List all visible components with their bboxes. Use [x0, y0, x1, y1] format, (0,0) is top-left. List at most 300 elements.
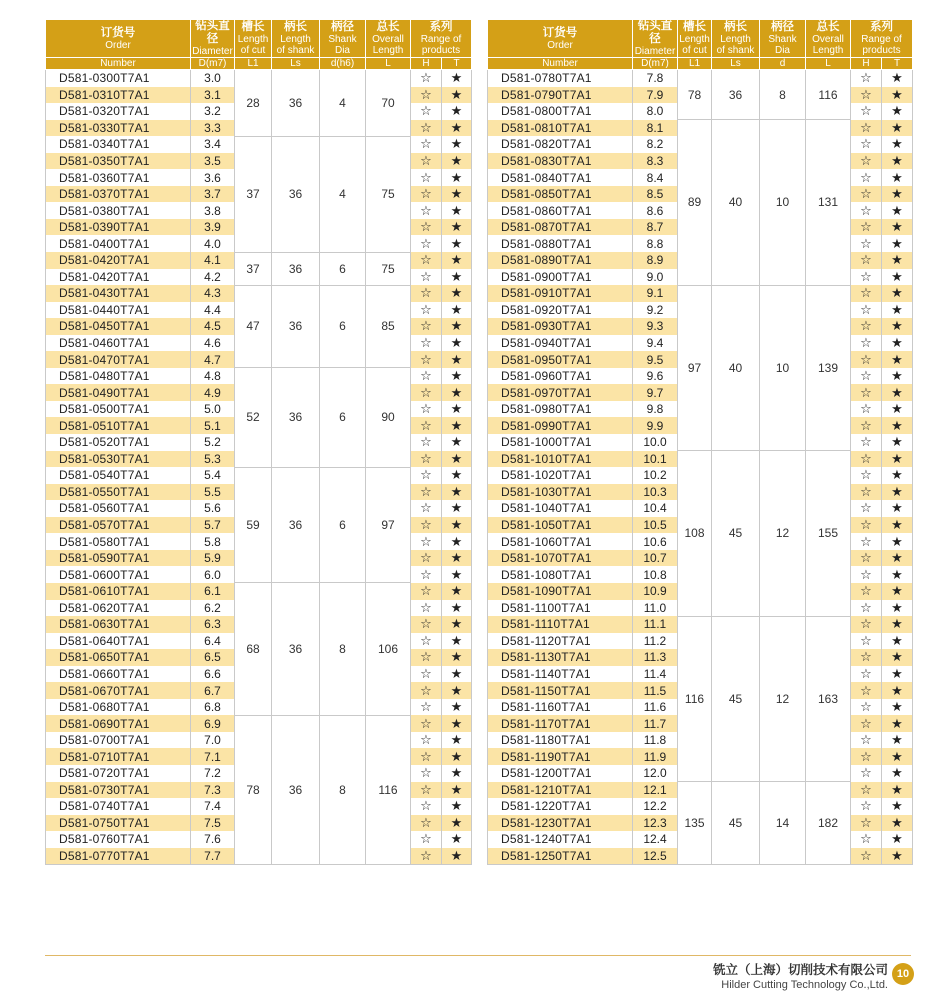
- diameter-cell: 5.7: [191, 517, 235, 534]
- diameter-cell: 3.8: [191, 202, 235, 219]
- diameter-cell: 4.7: [191, 351, 235, 368]
- diameter-cell: 7.2: [191, 765, 235, 782]
- table-body-right: [488, 70, 913, 865]
- spec-table-right: [487, 19, 913, 865]
- range-h-star-icon: ☆: [851, 417, 882, 434]
- order-number-cell: D581-0690T7A1: [46, 715, 191, 732]
- range-h-star-icon: ☆: [851, 368, 882, 385]
- range-t-star-icon: ★: [442, 186, 472, 203]
- range-h-star-icon: ☆: [411, 715, 442, 732]
- order-number-cell: D581-0840T7A1: [488, 169, 633, 186]
- diameter-cell: 4.6: [191, 335, 235, 352]
- range-t-star-icon: ★: [882, 169, 913, 186]
- range-t-star-icon: ★: [442, 682, 472, 699]
- range-t-star-icon: ★: [882, 285, 913, 302]
- diameter-cell: 7.1: [191, 748, 235, 765]
- header-overall-length-sub: L: [366, 58, 411, 70]
- order-number-cell: D581-0870T7A1: [488, 219, 633, 236]
- diameter-cell: 6.4: [191, 633, 235, 650]
- order-number-cell: D581-0740T7A1: [46, 798, 191, 815]
- range-t-star-icon: ★: [882, 384, 913, 401]
- range-t-star-icon: ★: [442, 235, 472, 252]
- diameter-cell: 5.2: [191, 434, 235, 451]
- shank-dia-cell: 4: [320, 136, 366, 252]
- diameter-cell: 6.2: [191, 600, 235, 617]
- order-number-cell: D581-0970T7A1: [488, 384, 633, 401]
- table-row: [488, 451, 913, 468]
- range-t-star-icon: ★: [442, 484, 472, 501]
- range-t-star-icon: ★: [442, 831, 472, 848]
- diameter-cell: 10.2: [633, 467, 678, 484]
- order-number-cell: D581-0670T7A1: [46, 682, 191, 699]
- order-number-cell: D581-0710T7A1: [46, 748, 191, 765]
- range-t-star-icon: ★: [882, 848, 913, 865]
- header-range-t: T: [882, 58, 913, 70]
- order-number-cell: D581-0360T7A1: [46, 169, 191, 186]
- range-t-star-icon: ★: [882, 417, 913, 434]
- diameter-cell: 4.5: [191, 318, 235, 335]
- diameter-cell: 6.8: [191, 699, 235, 716]
- range-h-star-icon: ☆: [411, 583, 442, 600]
- order-number-cell: D581-0890T7A1: [488, 252, 633, 269]
- range-t-star-icon: ★: [882, 335, 913, 352]
- table-row: [488, 70, 913, 87]
- range-t-star-icon: ★: [882, 120, 913, 137]
- diameter-cell: 10.1: [633, 451, 678, 468]
- order-number-cell: D581-1000T7A1: [488, 434, 633, 451]
- range-h-star-icon: ☆: [851, 302, 882, 319]
- diameter-cell: 3.0: [191, 70, 235, 87]
- cut-length-cell: 78: [235, 715, 272, 864]
- range-h-star-icon: ☆: [411, 351, 442, 368]
- range-h-star-icon: ☆: [411, 467, 442, 484]
- shank-length-cell: 36: [272, 285, 320, 368]
- diameter-cell: 9.9: [633, 417, 678, 434]
- range-h-star-icon: ☆: [411, 87, 442, 104]
- table-row: [46, 368, 472, 385]
- range-t-star-icon: ★: [442, 153, 472, 170]
- range-t-star-icon: ★: [882, 533, 913, 550]
- shank-dia-cell: 6: [320, 368, 366, 467]
- header-shank-length: 柄长 Length of shank: [272, 20, 320, 58]
- order-number-cell: D581-1130T7A1: [488, 649, 633, 666]
- order-number-cell: D581-0520T7A1: [46, 434, 191, 451]
- diameter-cell: 10.3: [633, 484, 678, 501]
- table-row: [488, 285, 913, 302]
- range-t-star-icon: ★: [442, 269, 472, 286]
- range-t-star-icon: ★: [442, 699, 472, 716]
- cut-length-cell: 37: [235, 252, 272, 285]
- diameter-cell: 4.9: [191, 384, 235, 401]
- range-t-star-icon: ★: [442, 368, 472, 385]
- range-h-star-icon: ☆: [411, 765, 442, 782]
- cut-length-cell: 89: [678, 120, 712, 285]
- header-shank-dia-sub: d: [760, 58, 806, 70]
- order-number-cell: D581-0440T7A1: [46, 302, 191, 319]
- diameter-cell: 9.2: [633, 302, 678, 319]
- shank-dia-cell: 4: [320, 70, 366, 137]
- shank-length-cell: 36: [712, 70, 760, 120]
- range-h-star-icon: ☆: [851, 87, 882, 104]
- diameter-cell: 3.2: [191, 103, 235, 120]
- header-range-t: T: [442, 58, 472, 70]
- diameter-cell: 12.4: [633, 831, 678, 848]
- order-number-cell: D581-0390T7A1: [46, 219, 191, 236]
- range-h-star-icon: ☆: [411, 500, 442, 517]
- overall-length-cell: 116: [366, 715, 411, 864]
- diameter-cell: 5.3: [191, 451, 235, 468]
- range-t-star-icon: ★: [882, 815, 913, 832]
- range-t-star-icon: ★: [882, 517, 913, 534]
- order-number-cell: D581-0590T7A1: [46, 550, 191, 567]
- diameter-cell: 8.9: [633, 252, 678, 269]
- range-h-star-icon: ☆: [851, 765, 882, 782]
- range-t-star-icon: ★: [442, 633, 472, 650]
- diameter-cell: 11.7: [633, 715, 678, 732]
- range-t-star-icon: ★: [442, 136, 472, 153]
- shank-dia-cell: 6: [320, 252, 366, 285]
- range-h-star-icon: ☆: [851, 136, 882, 153]
- cut-length-cell: 135: [678, 782, 712, 865]
- company-name: [713, 963, 888, 993]
- range-t-star-icon: ★: [882, 550, 913, 567]
- order-number-cell: D581-0470T7A1: [46, 351, 191, 368]
- range-t-star-icon: ★: [442, 748, 472, 765]
- diameter-cell: 6.0: [191, 566, 235, 583]
- range-t-star-icon: ★: [882, 748, 913, 765]
- range-t-star-icon: ★: [442, 798, 472, 815]
- range-h-star-icon: ☆: [851, 351, 882, 368]
- range-h-star-icon: ☆: [851, 384, 882, 401]
- range-t-star-icon: ★: [442, 252, 472, 269]
- range-t-star-icon: ★: [442, 600, 472, 617]
- shank-dia-cell: 14: [760, 782, 806, 865]
- range-t-star-icon: ★: [442, 566, 472, 583]
- diameter-cell: 8.8: [633, 235, 678, 252]
- order-number-cell: D581-0320T7A1: [46, 103, 191, 120]
- diameter-cell: 8.2: [633, 136, 678, 153]
- diameter-cell: 7.7: [191, 848, 235, 865]
- range-h-star-icon: ☆: [851, 583, 882, 600]
- range-h-star-icon: ☆: [411, 202, 442, 219]
- range-h-star-icon: ☆: [851, 285, 882, 302]
- overall-length-cell: 155: [806, 451, 851, 616]
- range-t-star-icon: ★: [882, 351, 913, 368]
- diameter-cell: 11.9: [633, 748, 678, 765]
- range-t-star-icon: ★: [882, 682, 913, 699]
- range-h-star-icon: ☆: [411, 252, 442, 269]
- range-t-star-icon: ★: [882, 401, 913, 418]
- range-h-star-icon: ☆: [851, 550, 882, 567]
- diameter-cell: 10.4: [633, 500, 678, 517]
- range-h-star-icon: ☆: [851, 831, 882, 848]
- order-number-cell: D581-0920T7A1: [488, 302, 633, 319]
- range-h-star-icon: ☆: [851, 732, 882, 749]
- header-cut-length-sub: L1: [235, 58, 272, 70]
- header-order-sub: Number: [46, 58, 191, 70]
- diameter-cell: 9.6: [633, 368, 678, 385]
- diameter-cell: 5.5: [191, 484, 235, 501]
- diameter-cell: 12.2: [633, 798, 678, 815]
- cut-length-cell: 68: [235, 583, 272, 715]
- order-number-cell: D581-1010T7A1: [488, 451, 633, 468]
- header-cut-length: 槽长 Length of cut: [679, 21, 710, 56]
- order-number-cell: D581-0310T7A1: [46, 87, 191, 104]
- header-shank-dia: 柄径 Shank Dia: [760, 20, 806, 58]
- cut-length-cell: 52: [235, 368, 272, 467]
- shank-dia-cell: 6: [320, 285, 366, 368]
- range-t-star-icon: ★: [882, 616, 913, 633]
- range-t-star-icon: ★: [442, 417, 472, 434]
- range-t-star-icon: ★: [882, 732, 913, 749]
- range-h-star-icon: ☆: [851, 120, 882, 137]
- order-number-cell: D581-0530T7A1: [46, 451, 191, 468]
- diameter-cell: 4.1: [191, 252, 235, 269]
- order-number-cell: D581-0940T7A1: [488, 335, 633, 352]
- overall-length-cell: 131: [806, 120, 851, 285]
- table-row: [488, 616, 913, 633]
- order-number-cell: D581-0880T7A1: [488, 235, 633, 252]
- order-number-cell: D581-1230T7A1: [488, 815, 633, 832]
- order-number-cell: D581-0340T7A1: [46, 136, 191, 153]
- diameter-cell: 8.6: [633, 202, 678, 219]
- diameter-cell: 11.3: [633, 649, 678, 666]
- diameter-cell: 6.1: [191, 583, 235, 600]
- diameter-cell: 3.4: [191, 136, 235, 153]
- range-h-star-icon: ☆: [411, 186, 442, 203]
- order-number-cell: D581-0300T7A1: [46, 70, 191, 87]
- range-h-star-icon: ☆: [411, 451, 442, 468]
- range-t-star-icon: ★: [882, 103, 913, 120]
- header-cut-length: 槽长 Length of cut: [235, 20, 272, 58]
- diameter-cell: 4.3: [191, 285, 235, 302]
- shank-dia-cell: 8: [760, 70, 806, 120]
- diameter-cell: 12.5: [633, 848, 678, 865]
- range-h-star-icon: ☆: [851, 235, 882, 252]
- range-h-star-icon: ☆: [411, 401, 442, 418]
- range-t-star-icon: ★: [442, 169, 472, 186]
- shank-dia-cell: 6: [320, 467, 366, 583]
- diameter-cell: 5.0: [191, 401, 235, 418]
- order-number-cell: D581-0450T7A1: [46, 318, 191, 335]
- order-number-cell: D581-1070T7A1: [488, 550, 633, 567]
- order-number-cell: D581-0420T7A1: [46, 252, 191, 269]
- diameter-cell: 9.3: [633, 318, 678, 335]
- diameter-cell: 11.1: [633, 616, 678, 633]
- header-shank-length-sub: Ls: [272, 58, 320, 70]
- range-t-star-icon: ★: [882, 649, 913, 666]
- range-t-star-icon: ★: [882, 484, 913, 501]
- header-range: 系列 Range of products: [411, 20, 472, 58]
- overall-length-cell: 182: [806, 782, 851, 865]
- range-t-star-icon: ★: [882, 633, 913, 650]
- range-h-star-icon: ☆: [851, 219, 882, 236]
- header-overall-length-sub: L: [806, 58, 851, 70]
- order-number-cell: D581-0760T7A1: [46, 831, 191, 848]
- diameter-cell: 7.8: [633, 70, 678, 87]
- range-h-star-icon: ☆: [411, 682, 442, 699]
- range-h-star-icon: ☆: [411, 517, 442, 534]
- diameter-cell: 11.8: [633, 732, 678, 749]
- order-number-cell: D581-0790T7A1: [488, 87, 633, 104]
- range-h-star-icon: ☆: [851, 682, 882, 699]
- table-row: [46, 285, 472, 302]
- order-number-cell: D581-0510T7A1: [46, 417, 191, 434]
- overall-length-cell: 75: [366, 136, 411, 252]
- range-h-star-icon: ☆: [411, 235, 442, 252]
- range-h-star-icon: ☆: [851, 202, 882, 219]
- overall-length-cell: 85: [366, 285, 411, 368]
- shank-length-cell: 36: [272, 70, 320, 137]
- table-row: [46, 583, 472, 600]
- table-row: [46, 136, 472, 153]
- range-h-star-icon: ☆: [851, 649, 882, 666]
- order-number-cell: D581-1120T7A1: [488, 633, 633, 650]
- diameter-cell: 9.1: [633, 285, 678, 302]
- order-number-cell: D581-0730T7A1: [46, 782, 191, 799]
- range-t-star-icon: ★: [882, 798, 913, 815]
- order-number-cell: D581-0680T7A1: [46, 699, 191, 716]
- header-shank-dia-sub: d(h6): [320, 58, 366, 70]
- order-number-cell: D581-1110T7A1: [488, 616, 633, 633]
- range-t-star-icon: ★: [882, 252, 913, 269]
- range-h-star-icon: ☆: [411, 633, 442, 650]
- range-h-star-icon: ☆: [851, 533, 882, 550]
- diameter-cell: 6.9: [191, 715, 235, 732]
- shank-length-cell: 36: [272, 467, 320, 583]
- diameter-cell: 7.3: [191, 782, 235, 799]
- range-h-star-icon: ☆: [411, 70, 442, 87]
- shank-length-cell: 36: [272, 368, 320, 467]
- diameter-cell: 6.7: [191, 682, 235, 699]
- diameter-cell: 11.6: [633, 699, 678, 716]
- range-h-star-icon: ☆: [411, 732, 442, 749]
- diameter-cell: 10.6: [633, 533, 678, 550]
- shank-dia-cell: 12: [760, 616, 806, 781]
- range-h-star-icon: ☆: [411, 848, 442, 865]
- range-t-star-icon: ★: [882, 500, 913, 517]
- diameter-cell: 8.1: [633, 120, 678, 137]
- order-number-cell: D581-1040T7A1: [488, 500, 633, 517]
- range-t-star-icon: ★: [882, 219, 913, 236]
- order-number-cell: D581-0630T7A1: [46, 616, 191, 633]
- header-order: 订货号 Order: [46, 20, 191, 58]
- range-t-star-icon: ★: [442, 318, 472, 335]
- order-number-cell: D581-0990T7A1: [488, 417, 633, 434]
- header-cut-length-sub: L1: [678, 58, 712, 70]
- header-diameter-sub: D(m7): [633, 58, 678, 70]
- range-h-star-icon: ☆: [411, 566, 442, 583]
- range-t-star-icon: ★: [442, 70, 472, 87]
- diameter-cell: 5.9: [191, 550, 235, 567]
- order-number-cell: D581-0350T7A1: [46, 153, 191, 170]
- diameter-cell: 6.6: [191, 666, 235, 683]
- range-h-star-icon: ☆: [411, 666, 442, 683]
- header-shank-dia: 柄径 Shank Dia: [320, 20, 366, 58]
- header-diameter: 钻头直径 Diameter: [633, 20, 678, 58]
- range-h-star-icon: ☆: [411, 136, 442, 153]
- order-number-cell: D581-0750T7A1: [46, 815, 191, 832]
- diameter-cell: 5.4: [191, 467, 235, 484]
- range-h-star-icon: ☆: [851, 848, 882, 865]
- range-t-star-icon: ★: [882, 666, 913, 683]
- order-number-cell: D581-1220T7A1: [488, 798, 633, 815]
- order-number-cell: D581-0810T7A1: [488, 120, 633, 137]
- diameter-cell: 9.4: [633, 335, 678, 352]
- diameter-cell: 8.5: [633, 186, 678, 203]
- range-h-star-icon: ☆: [411, 600, 442, 617]
- order-number-cell: D581-1240T7A1: [488, 831, 633, 848]
- range-h-star-icon: ☆: [411, 699, 442, 716]
- range-h-star-icon: ☆: [851, 169, 882, 186]
- range-h-star-icon: ☆: [411, 417, 442, 434]
- cut-length-cell: 108: [678, 451, 712, 616]
- order-number-cell: D581-1170T7A1: [488, 715, 633, 732]
- range-t-star-icon: ★: [882, 600, 913, 617]
- header-overall-length: 总长 Overall Length: [806, 20, 851, 58]
- diameter-cell: 10.5: [633, 517, 678, 534]
- diameter-cell: 7.9: [633, 87, 678, 104]
- range-t-star-icon: ★: [882, 302, 913, 319]
- range-h-star-icon: ☆: [411, 302, 442, 319]
- range-t-star-icon: ★: [442, 583, 472, 600]
- order-number-cell: D581-0860T7A1: [488, 202, 633, 219]
- diameter-cell: 5.1: [191, 417, 235, 434]
- range-t-star-icon: ★: [442, 533, 472, 550]
- order-number-cell: D581-0380T7A1: [46, 202, 191, 219]
- range-h-star-icon: ☆: [851, 500, 882, 517]
- range-t-star-icon: ★: [882, 434, 913, 451]
- diameter-cell: 12.3: [633, 815, 678, 832]
- cut-length-cell: 59: [235, 467, 272, 583]
- order-number-cell: D581-1180T7A1: [488, 732, 633, 749]
- shank-dia-cell: 8: [320, 715, 366, 864]
- range-h-star-icon: ☆: [851, 815, 882, 832]
- range-t-star-icon: ★: [442, 120, 472, 137]
- overall-length-cell: 139: [806, 285, 851, 450]
- range-t-star-icon: ★: [882, 269, 913, 286]
- range-h-star-icon: ☆: [411, 219, 442, 236]
- diameter-cell: 10.7: [633, 550, 678, 567]
- header-range: 系列 Range of products: [851, 20, 913, 58]
- diameter-cell: 11.4: [633, 666, 678, 683]
- range-h-star-icon: ☆: [411, 335, 442, 352]
- range-h-star-icon: ☆: [411, 434, 442, 451]
- header-diameter: 钻头直径 Diameter: [192, 20, 233, 57]
- shank-length-cell: 36: [272, 715, 320, 864]
- header-range-h: H: [411, 58, 442, 70]
- range-t-star-icon: ★: [882, 467, 913, 484]
- range-h-star-icon: ☆: [851, 616, 882, 633]
- range-t-star-icon: ★: [882, 186, 913, 203]
- diameter-cell: 3.6: [191, 169, 235, 186]
- diameter-cell: 9.0: [633, 269, 678, 286]
- order-number-cell: D581-0640T7A1: [46, 633, 191, 650]
- range-h-star-icon: ☆: [411, 153, 442, 170]
- order-number-cell: D581-0980T7A1: [488, 401, 633, 418]
- range-t-star-icon: ★: [442, 202, 472, 219]
- range-h-star-icon: ☆: [851, 666, 882, 683]
- diameter-cell: 3.9: [191, 219, 235, 236]
- order-number-cell: D581-0430T7A1: [46, 285, 191, 302]
- cut-length-cell: 78: [678, 70, 712, 120]
- diameter-cell: 10.9: [633, 583, 678, 600]
- page-number-badge: 10: [892, 963, 914, 985]
- overall-length-cell: 163: [806, 616, 851, 781]
- diameter-cell: 8.0: [633, 103, 678, 120]
- range-h-star-icon: ☆: [851, 451, 882, 468]
- order-number-cell: D581-0370T7A1: [46, 186, 191, 203]
